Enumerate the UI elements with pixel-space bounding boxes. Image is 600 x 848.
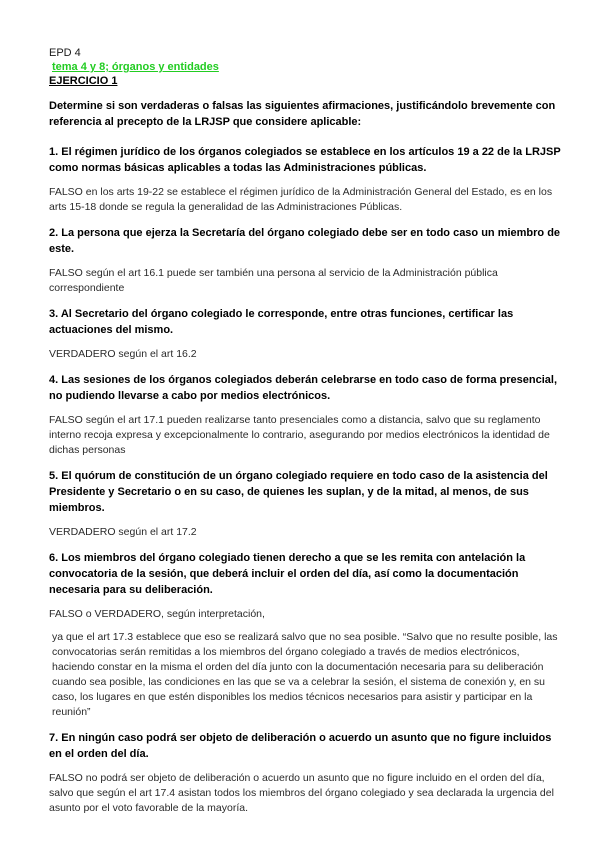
question-5: 5. El quórum de constitución de un órgano colegiado requiere en todo caso de la asistencia del Presidente y Secretario o en su caso, de quienes les suplan, y de la mitad, al menos, de sus miembros.	[49, 470, 548, 514]
answer-7: FALSO no podrá ser objeto de deliberación o acuerdo un asunto que no figure incluido en el orden del día, salvo que según el art 17.4 asistan todos los miembros del órgano colegiado y sea declarada la urgencia del asunto por el voto favorable de la mayoría.	[49, 772, 554, 814]
document-label: EPD 4	[49, 47, 81, 59]
topic-heading: tema 4 y 8; órganos y entidades	[52, 61, 219, 73]
question-7: 7. En ningún caso podrá ser objeto de deliberación o acuerdo un asunto que no figure incluidos en el orden del día.	[49, 732, 552, 760]
question-3: 3. Al Secretario del órgano colegiado le corresponde, entre otras funciones, certificar las actuaciones del mismo.	[49, 308, 514, 336]
question-4: 4. Las sesiones de los órganos colegiados deberán celebrarse en todo caso de forma presencial, no pudiendo llevarse a cabo por medios electrónicos.	[49, 374, 558, 402]
question-6: 6. Los miembros del órgano colegiado tienen derecho a que se les remita con antelación la convocatoria de la sesión, que deberá incluir el orden del día, así como la documentación necesaria para su deliberación.	[49, 552, 526, 596]
question-2: 2. La persona que ejerza la Secretaría del órgano colegiado debe ser en todo caso un miembro de este.	[49, 227, 561, 255]
instructions: Determine si son verdaderas o falsas las siguientes afirmaciones, justificándolo brevemente con referencia al precepto de la LRJSP que considere aplicable:	[49, 100, 556, 128]
answer-3: VERDADERO según el art 16.2	[49, 348, 197, 360]
answer-1: FALSO en los arts 19-22 se establece el régimen jurídico de la Administración General del Estado, es en los arts 15-18 donde se regula la generalidad de las Administraciones Públicas.	[49, 186, 553, 213]
question-1: 1. El régimen jurídico de los órganos colegiados se establece en los artículos 19 a 22 de la LRJSP como normas básicas aplicables a todas las Administraciones públicas.	[49, 146, 561, 174]
answer-6: FALSO o VERDADERO, según interpretación,	[49, 608, 265, 620]
answer-4: FALSO según el art 17.1 pueden realizarse tanto presenciales como a distancia, salvo que su reglamento interno recoja expresa y excepcionalmente lo contrario, asegurando por medios electrónicos la identidad de dichas personas	[49, 414, 550, 456]
answer-5: VERDADERO según el art 17.2	[49, 526, 197, 538]
answer-6-detail: ya que el art 17.3 establece que eso se realizará salvo que no sea posible. “Salvo que no resulte posible, las convocatorias serán remitidas a los miembros del órgano colegiado a través de medios electrónicos, haciendo constar en la misma el orden del día junto con la documentación necesaria para su deliberación cuando sea posible, las condiciones en las que se va a celebrar la sesión, el sistema de conexión y, en su caso, los lugares en que estén disponibles los medios técnicos necesarios para asistir y participar en la reunión”	[52, 631, 558, 718]
exercise-heading: EJERCICIO 1	[49, 75, 118, 87]
document-page	[49, 46, 561, 826]
answer-2: FALSO según el art 16.1 puede ser también una persona al servicio de la Administración pública correspondiente	[49, 267, 498, 294]
